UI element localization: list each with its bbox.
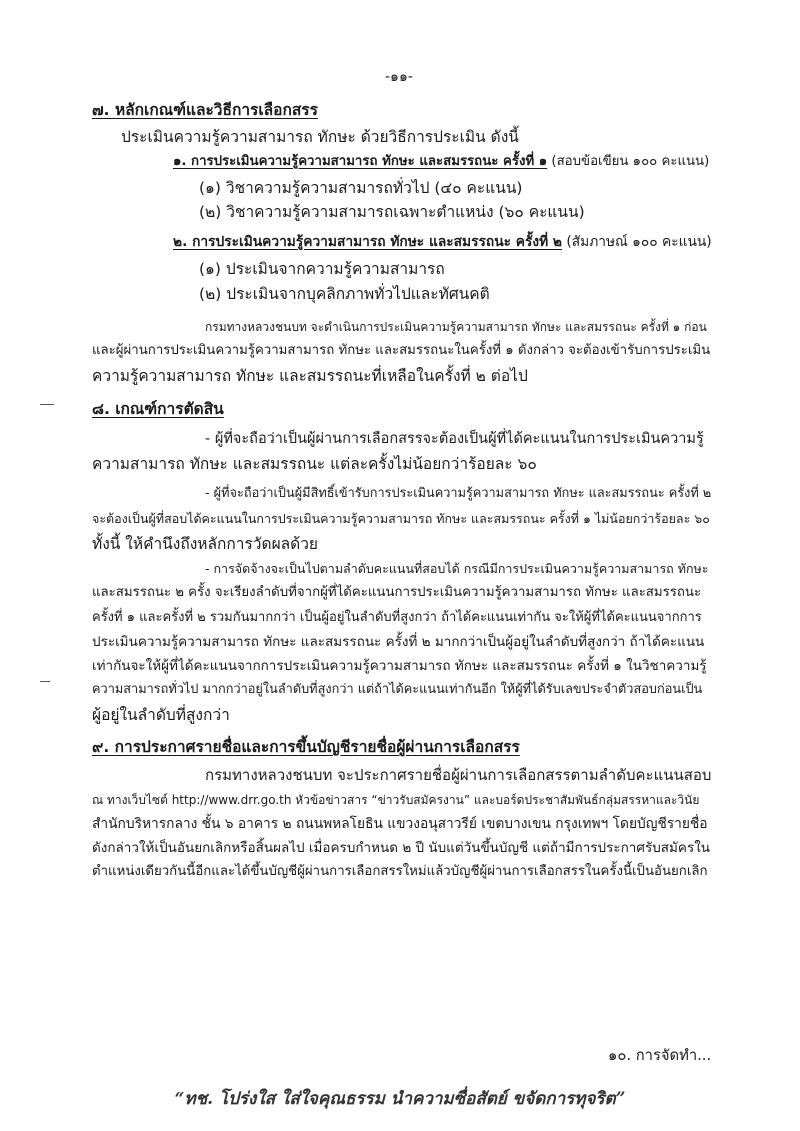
section-9-line-2: ณ ทางเว็บไซต์ http://www.drr.go.th หัวข้อข่าวสาร “ข่าวรับสมัครงาน” และบอร์ดประชาสัมพันธ์กลุ่มสรรหาและวินัย: [92, 793, 700, 807]
section-8-bullet-3-line-5: เท่ากันจะให้ผู้ที่ได้คะแนนจากการประเมินความรู้ความสามารถ ทักษะ และสมรรถนะ ครั้งที่ ๑ ในวิชาความรู้: [92, 658, 707, 674]
continuation-marker: ๑๐. การจัดทำ...: [608, 1047, 712, 1064]
section-9-line-1: กรมทางหลวงชนบท จะประกาศรายชื่อผู้ผ่านการเลือกสรรตามลำดับคะแนนสอบ: [205, 766, 712, 784]
section-8-bullet-3-line-1: - การจัดจ้างจะเป็นไปตามลำดับคะแนนที่สอบได้ กรณีมีการประเมินความรู้ความสามารถ ทักษะ: [205, 561, 709, 576]
section-7-para-line-3: ความรู้ความสามารถ ทักษะ และสมรรถนะที่เหลือในครั้งที่ ๒ ต่อไป: [92, 367, 528, 385]
section-8-heading: ๘. เกณฑ์การตัดสิน: [92, 400, 224, 418]
section-8-bullet-3-line-2: และสมรรถนะ ๒ ครั้ง จะเรียงลำดับที่จากผู้ที่ได้คะแนนการประเมินความรู้ความสามารถ ทักษะ และสมรรถนะ: [92, 585, 702, 600]
margin-mark: [40, 681, 50, 682]
item-1-title: ๑. การประเมินความรู้ความสามารถ ทักษะ และสมรรถนะ ครั้งที่ ๑: [173, 154, 548, 169]
section-8-bullet-2-line-2: จะต้องเป็นผู้ที่สอบได้คะแนนในการประเมินความรู้ความสามารถ ทักษะ และสมรรถนะ ครั้งที่ ๑ ไม่น้อยกว่าร้อยละ ๖๐: [92, 511, 710, 526]
section-8-bullet-3-line-4: ประเมินความรู้ความสามารถ ทักษะ และสมรรถนะ ครั้งที่ ๒ มากกว่าเป็นผู้อยู่ในลำดับที่สูงกว่า ถ้าได้คะแนน: [92, 634, 705, 650]
section-7-heading: ๗. หลักเกณฑ์และวิธีการเลือกสรร: [92, 101, 318, 119]
section-9-line-5: ตำแหน่งเดียวกันนี้อีกและได้ขึ้นบัญชีผู้ผ่านการเลือกสรรใหม่แล้วบัญชีผู้ผ่านการเลือกสรรในครั้งนี้เป็นอันยกเลิก: [92, 864, 708, 879]
section-8-bullet-3-line-6: ความสามารถทั่วไป มากกว่าอยู่ในลำดับที่สูงกว่า แต่ถ้าได้คะแนนเท่ากันอีก ให้ผู้ที่ได้รับเลขประจำตัวสอบก่อนเป็น: [92, 682, 703, 697]
footer-motto: “ทช. โปร่งใส ใส่ใจคุณธรรม นำความซื่อสัตย์ ขจัดการทุจริต”: [174, 1089, 626, 1109]
section-7-item-2: [173, 231, 712, 253]
section-7-para-line-2: และผู้ผ่านการประเมินความรู้ความสามารถ ทักษะ และสมรรถนะในครั้งที่ ๑ ดังกล่าว จะต้องเข้ารับการประเมิน: [92, 343, 711, 358]
item-1-sub-1: (๑) วิชาความรู้ความสามารถทั่วไป (๔๐ คะแนน): [199, 179, 523, 197]
section-8-bullet-2-line-1: - ผู้ที่จะถือว่าเป็นผู้มีสิทธิ์เข้ารับการประเมินความรู้ความสามารถ ทักษะ และสมรรถนะ ครั้งที่ ๒: [205, 486, 712, 501]
section-9-line-3: สำนักบริหารกลาง ชั้น ๖ อาคาร ๒ ถนนพหลโยธิน แขวงอนุสาวรีย์ เขตบางเขน กรุงเทพฯ โดยบัญชีรายชื่อ: [92, 816, 708, 832]
item-1-note: (สอบข้อเขียน ๑๐๐ คะแนน): [547, 154, 710, 169]
section-8-bullet-1-line-2: ความสามารถ ทักษะ และสมรรถนะ แต่ละครั้งไม่น้อยกว่าร้อยละ ๖๐: [92, 455, 537, 473]
section-7-item-1: [173, 151, 709, 173]
item-2-sub-1: (๑) ประเมินจากความรู้ความสามารถ: [199, 260, 445, 278]
section-8-bullet-3-line-3: ครั้งที่ ๑ และครั้งที่ ๒ รวมกันมากกว่า เป็นผู้อยู่ในลำดับที่สูงกว่า ถ้าได้คะแนนเท่ากัน จะให้ผู้ที่ได้คะแนนจากการ: [92, 610, 702, 625]
section-7-intro: ประเมินความรู้ความสามารถ ทักษะ ด้วยวิธีการประเมิน ดังนี้: [121, 128, 519, 146]
section-8-bullet-3-line-7: ผู้อยู่ในลำดับที่สูงกว่า: [92, 706, 230, 724]
section-8-bullet-1-line-1: - ผู้ที่จะถือว่าเป็นผู้ผ่านการเลือกสรรจะต้องเป็นผู้ที่ได้คะแนนในการประเมินความรู้: [205, 431, 704, 447]
item-2-title: ๒. การประเมินความรู้ความสามารถ ทักษะ และสมรรถนะ ครั้งที่ ๒: [173, 234, 562, 250]
section-8-bullet-2-line-3: ทั้งนี้ ให้คำนึงถึงหลักการวัดผลด้วย: [92, 535, 318, 553]
item-2-sub-2: (๒) ประเมินจากบุคลิกภาพทั่วไปและทัศนคติ: [199, 285, 490, 303]
section-7-para-line-1: กรมทางหลวงชนบท จะดำเนินการประเมินความรู้ความสามารถ ทักษะ และสมรรถนะ ครั้งที่ ๑ ก่อน: [205, 320, 707, 334]
page-number: -๑๑-: [385, 69, 413, 85]
item-1-sub-2: (๒) วิชาความรู้ความสามารถเฉพาะตำแหน่ง (๖๐ คะแนน): [199, 203, 585, 221]
item-2-note: (สัมภาษณ์ ๑๐๐ คะแนน): [562, 234, 712, 250]
section-9-line-4: ดังกล่าวให้เป็นอันยกเลิกหรือสิ้นผลไป เมื่อครบกำหนด ๒ ปี นับแต่วันขึ้นบัญชี แต่ถ้ามีการประกาศรับสมัครใน: [92, 840, 711, 856]
section-9-heading: ๙. การประกาศรายชื่อและการขึ้นบัญชีรายชื่อผู้ผ่านการเลือกสรร: [92, 738, 520, 756]
margin-mark: [40, 404, 54, 405]
